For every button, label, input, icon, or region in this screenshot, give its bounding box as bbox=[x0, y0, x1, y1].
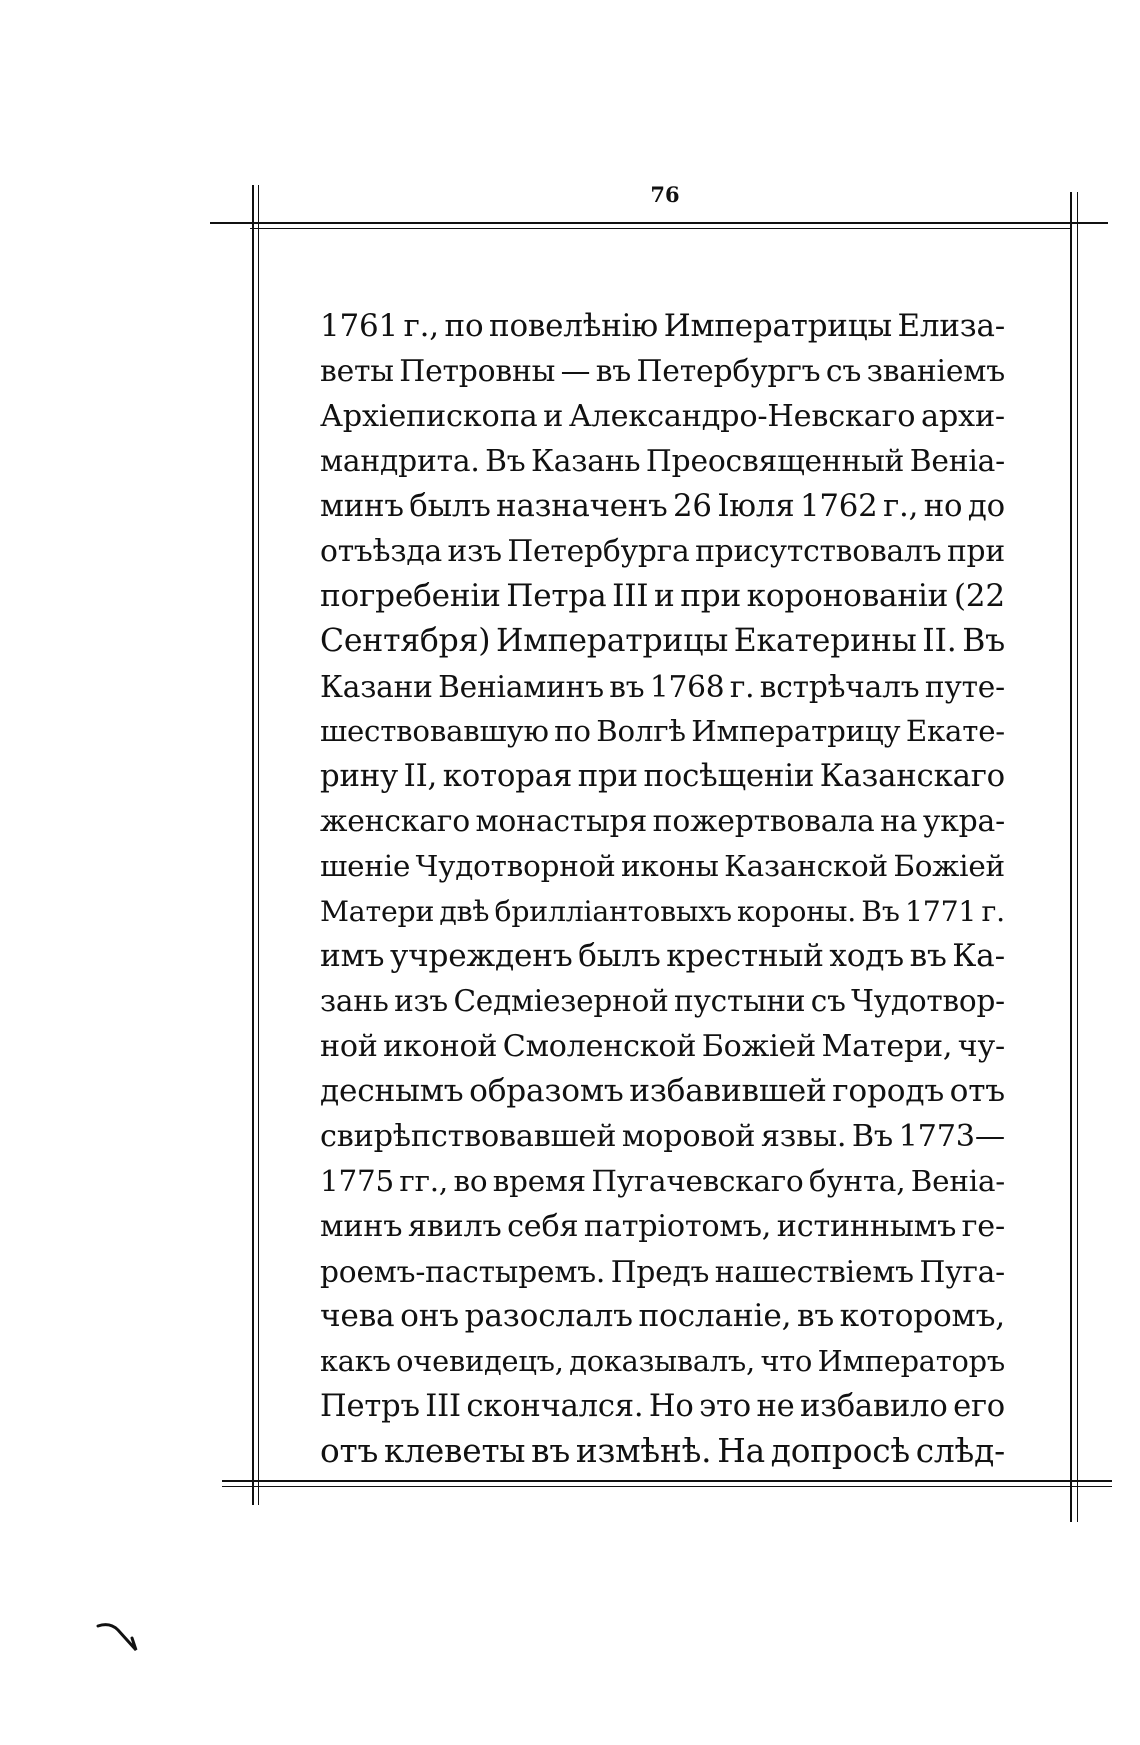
text-line: Матери двѣ бриллiантовыхъ короны. Въ 1771 г. bbox=[320, 895, 1005, 928]
text-line: имъ учрежденъ былъ крестный ходъ въ Ка- bbox=[320, 938, 1005, 974]
body-text bbox=[320, 304, 1005, 1474]
text-line: шествовавшую по Волгѣ Императрицу Екате- bbox=[320, 714, 1005, 748]
right-frame-line-inner bbox=[1077, 192, 1078, 1522]
text-line: деснымъ образомъ избавившей городъ отъ bbox=[320, 1073, 1005, 1109]
text-line: отъѣзда изъ Петербурга присутствовалъ при bbox=[320, 534, 1005, 569]
text-line: какъ очевидецъ, доказывалъ, что Императоръ bbox=[320, 1344, 1005, 1378]
top-rule bbox=[210, 222, 1108, 224]
text-line: отъ клеветы въ измѣнѣ. На допросѣ слѣд- bbox=[320, 1432, 1005, 1470]
text-line: Петръ III скончался. Но это не избавило его bbox=[320, 1389, 1005, 1424]
page-number: 76 bbox=[650, 182, 680, 207]
bottom-rule-thin bbox=[222, 1486, 1112, 1487]
text-line: чева онъ разослалъ посланіе, въ которомъ, bbox=[320, 1298, 1005, 1334]
text-line: шеніе Чудотворной иконы Казанской Божіей bbox=[320, 849, 1005, 883]
text-line: минъ явилъ себя патріотомъ, истиннымъ ге- bbox=[320, 1209, 1005, 1244]
text-line: веты Петровны — въ Петербургъ съ званіемъ bbox=[320, 354, 1005, 389]
text-line: женскаго монастыря пожертвовала на укра- bbox=[320, 804, 1005, 839]
text-line: рину II, которая при посѣщеніи Казанскаго bbox=[320, 758, 1005, 794]
text-line: свирѣпствовавшей моровой язвы. Въ 1773— bbox=[320, 1119, 1005, 1154]
text-line: Казани Веніаминъ въ 1768 г. встрѣчалъ путе- bbox=[320, 669, 1005, 704]
stray-pen-mark bbox=[96, 1620, 156, 1660]
text-line: роемъ-пастыремъ. Предъ нашествіемъ Пуга- bbox=[320, 1254, 1005, 1289]
text-line: погребеніи Петра III и при коронованіи (22 bbox=[320, 578, 1005, 614]
left-frame-line bbox=[252, 185, 254, 1505]
text-line: 1761 г., по повелѣнію Императрицы Елиза- bbox=[320, 308, 1005, 344]
top-rule-thin bbox=[250, 228, 1070, 229]
text-line: Архіепископа и Александро-Невскаго архи- bbox=[320, 399, 1005, 434]
text-line: минъ былъ назначенъ 26 Іюля 1762 г., но до bbox=[320, 488, 1005, 524]
bottom-rule bbox=[222, 1480, 1112, 1482]
text-line: Сентября) Императрицы Екатерины II. Въ bbox=[320, 623, 1005, 659]
text-line: зань изъ Седміезерной пустыни съ Чудотвор- bbox=[320, 984, 1005, 1018]
text-line: 1775 гг., во время Пугачевскаго бунта, Веніа- bbox=[320, 1164, 1005, 1198]
text-line: ной иконой Смоленской Божіей Матери, чу- bbox=[320, 1029, 1005, 1064]
left-frame-line-inner bbox=[258, 185, 259, 1505]
right-frame-line bbox=[1070, 192, 1072, 1522]
text-line: мандрита. Въ Казань Преосвященный Веніа- bbox=[320, 444, 1005, 479]
